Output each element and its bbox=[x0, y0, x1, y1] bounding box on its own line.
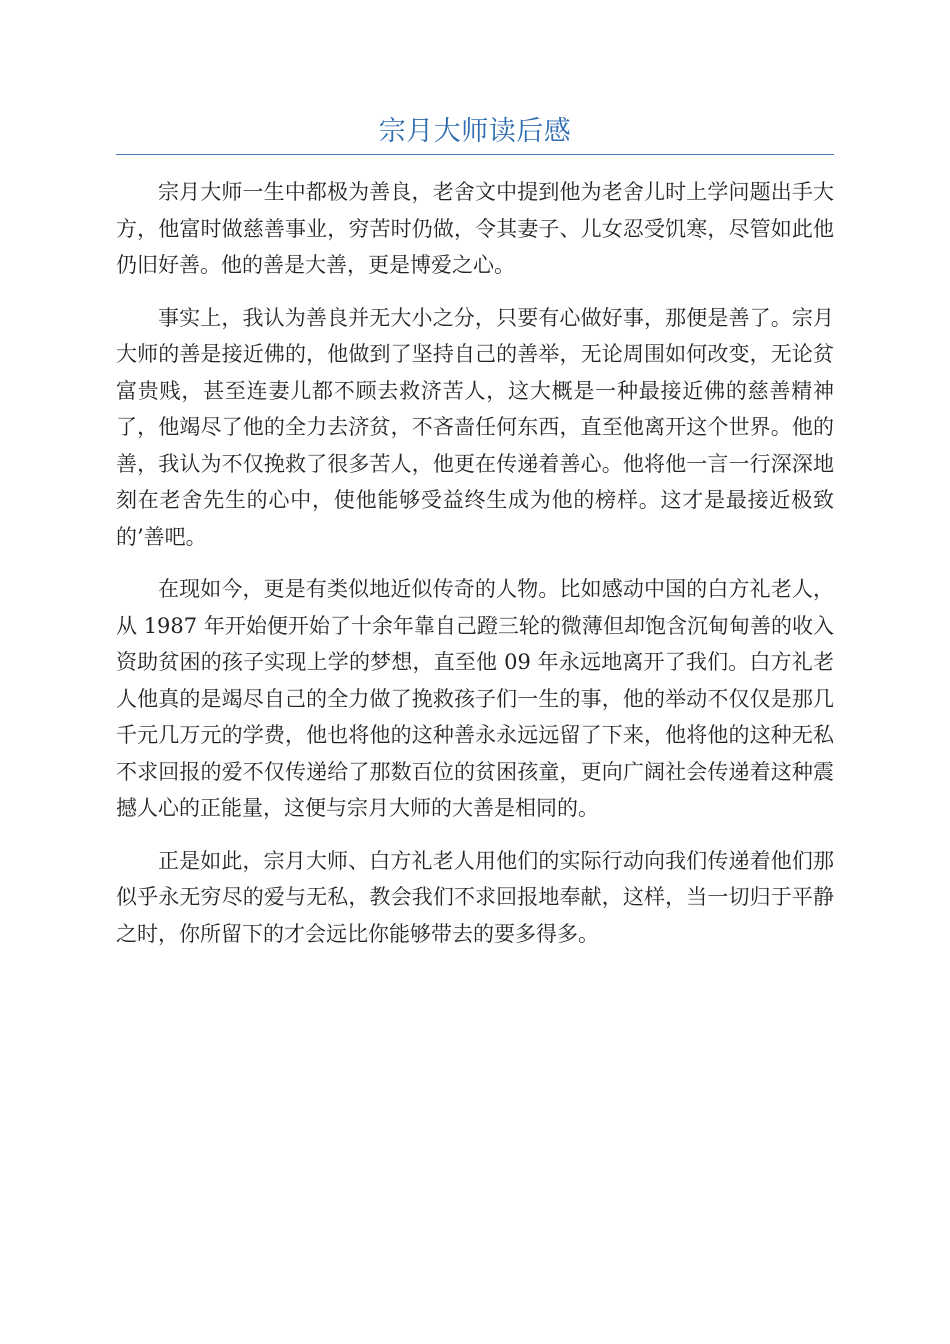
paragraph-3: 在现如今，更是有类似地近似传奇的人物。比如感动中国的白方礼老人，从 1987 年开始便开始了十余年靠自己蹬三轮的微薄但却饱含沉甸甸善的收入资助贫困的孩子实现上学的梦想，直至他 09 年永远地离开了我们。白方礼老人他真的是竭尽自己的全力做了挽救孩子们一生的事，他的举动不仅仅是那几千元几万元的学费，他也将他的这种善永永远远留了下来，他将他的这种无私不求回报的爱不仅传递给了那数百位的贫困孩童，更向广阔社会传递着这种震撼人心的正能量，这便与宗月大师的大善是相同的。 bbox=[116, 577, 834, 820]
paragraph-1: 宗月大师一生中都极为善良，老舍文中提到他为老舍儿时上学问题出手大方，他富时做慈善事业，穷苦时仍做，令其妻子、儿女忍受饥寒，尽管如此他仍旧好善。他的善是大善，更是博爱之心。 bbox=[116, 180, 834, 277]
document-body bbox=[116, 174, 834, 968]
paragraph-4: 正是如此，宗月大师、白方礼老人用他们的实际行动向我们传递着他们那似乎永无穷尽的爱与无私，教会我们不求回报地奉献，这样，当一切归于平静之时，你所留下的才会远比你能够带去的要多得多。 bbox=[116, 848, 834, 946]
document-title: 宗月大师读后感 bbox=[378, 116, 572, 147]
paragraph-2: 事实上，我认为善良并无大小之分，只要有心做好事，那便是善了。宗月大师的善是接近佛的，他做到了坚持自己的善举，无论周围如何改变，无论贫富贵贱，甚至连妻儿都不顾去救济苦人，这大概是一种最接近佛的慈善精神了，他竭尽了他的全力去济贫，不吝啬任何东西，直至他离开这个世界。他的善，我认为不仅挽救了很多苦人，他更在传递着善心。他将他一言一行深深地刻在老舍先生的心中，使他能够受益终生成为他的榜样。这才是最接近极致的’善吧。 bbox=[116, 305, 834, 549]
title-underline bbox=[116, 154, 834, 155]
